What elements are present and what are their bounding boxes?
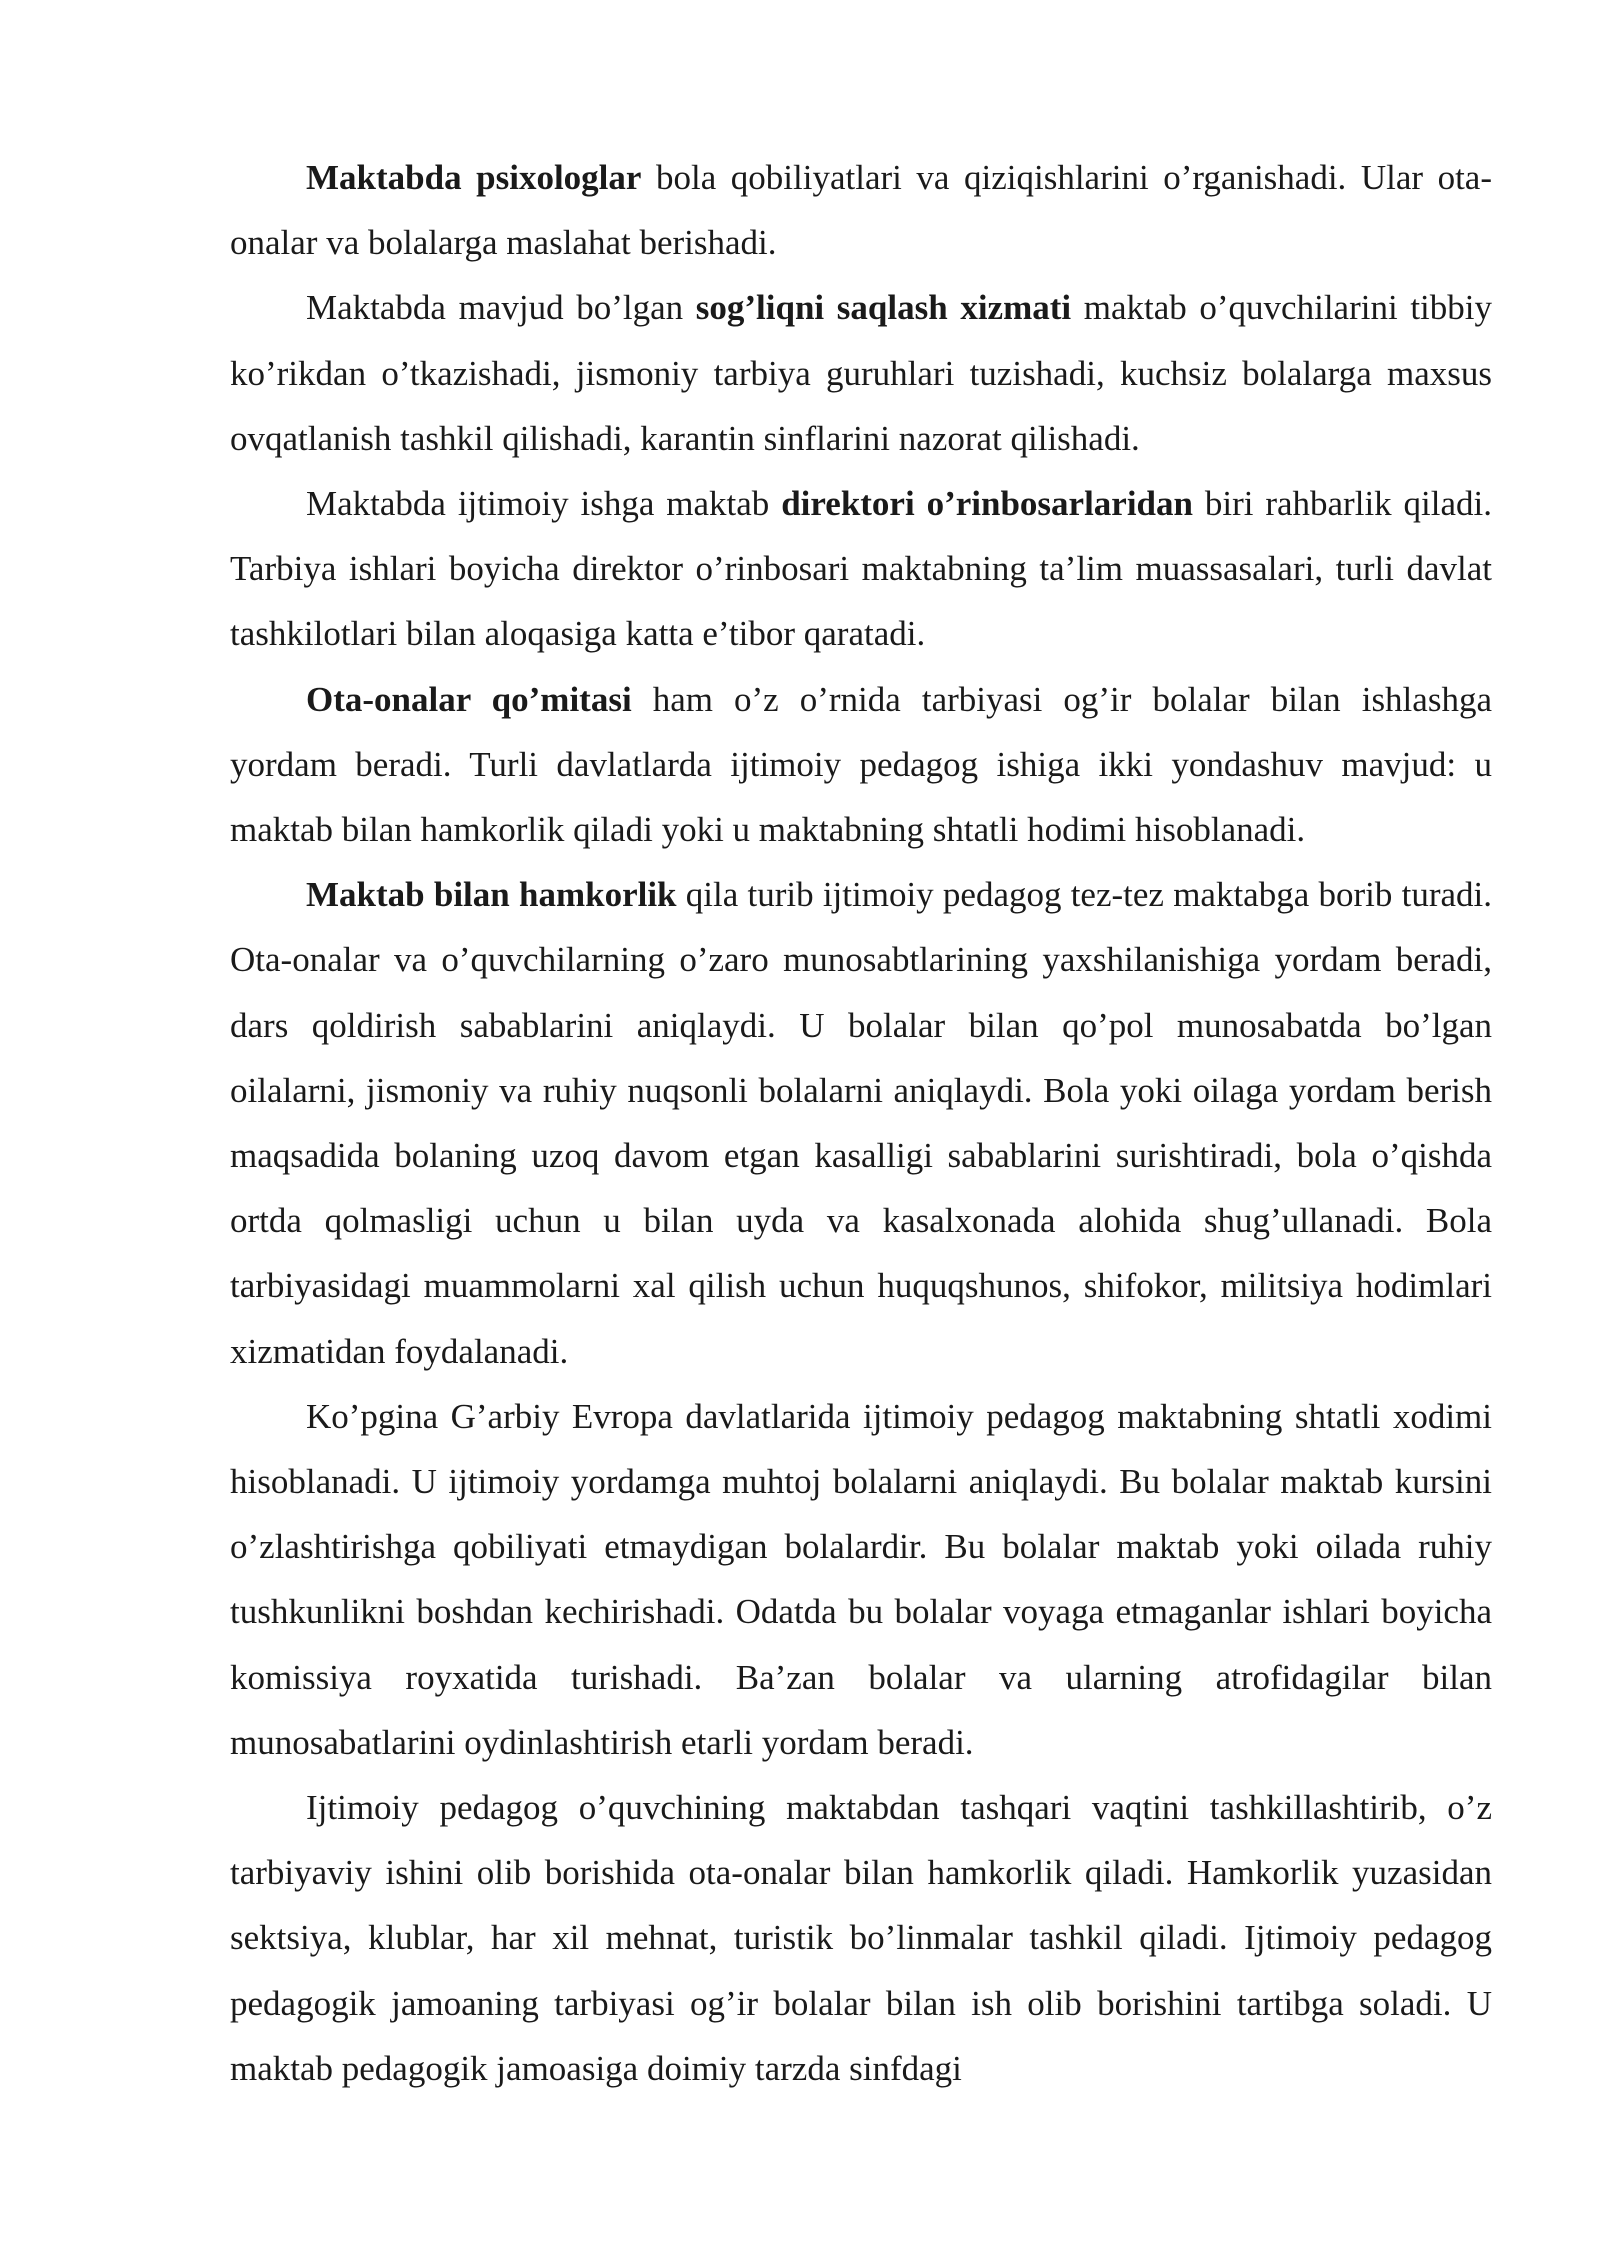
- paragraph-text: Ijtimoiy pedagog o’quvchining maktabdan tashqari vaqtini tashkillashtirib, o’z tarbiyaviy ishini olib borishida ota-onalar bilan hamkorlik qiladi. Hamkorlik yuzasidan sektsiya, klublar, har xil mehnat, turistik bo’linmalar tashkil qiladi. Ijtimoiy pedagog pedagogik jamoaning tarbiyasi og’ir bolalar bilan ish olib borishini tartibga soladi. U maktab pedagogik jamoasiga doimiy tarzda sinfdagi: [230, 1788, 1492, 2088]
- paragraph-extracurricular: [230, 1775, 1492, 2101]
- paragraph-text: Maktabda ijtimoiy ishga maktab: [306, 484, 782, 524]
- paragraph-text: bola qobiliyatlari va qiziqishlarini o’rganishadi. Ular ota-onalar va bolalarga maslahat berishadi.: [230, 158, 1492, 263]
- bold-term: Maktabda psixologlar: [306, 158, 642, 197]
- bold-term: Ota-onalar qo’mitasi: [306, 679, 632, 719]
- bold-term: sog’liqni saqlash xizmati: [695, 288, 1072, 328]
- paragraph-text: Ko’pgina G’arbiy Evropa davlatlarida ijtimoiy pedagog maktabning shtatli xodimi hisoblanadi. U ijtimoiy yordamga muhtoj bolalarni aniqlaydi. Bu bolalar maktab kursini o’zlashtirishga qobiliyati etmaydigan bolalardir. Bu bolalar maktab yoki oilada ruhiy tushkunlikni boshdan kechirishadi. Odatda bu bolalar voyaga etmaganlar ishlari boyicha komissiya royxatida turishadi. Ba’zan bolalar va ularning atrofidagilar bilan munosabatlarini oydinlashtirish etarli yordam beradi.: [230, 1396, 1492, 1762]
- paragraph-deputy-directors: [230, 471, 1492, 667]
- paragraph-health-service: [230, 275, 1492, 471]
- bold-term: Maktab bilan hamkorlik: [306, 875, 677, 915]
- paragraph-parents-committee: [230, 667, 1492, 863]
- paragraph-text: ham o’z o’rnida tarbiyasi og’ir bolalar bilan ishlashga yordam beradi. Turli davlatlarda ijtimoiy pedagog ishiga ikki yondashuv mavjud: u maktab bilan hamkorlik qiladi yoki u maktabning shtatli hodimi hisoblanadi.: [230, 679, 1492, 850]
- paragraph-text: maktab o’quvchilarini tibbiy ko’rikdan o’tkazishadi, jismoniy tarbiya guruhlari tuzishadi, kuchsiz bolalarga maxsus ovqatlanish tashkil qilishadi, karantin sinflarini nazorat qilishadi.: [230, 288, 1492, 458]
- bold-term: direktori o’rinbosarlaridan: [781, 484, 1193, 524]
- paragraph-text: qila turib ijtimoiy pedagog tez-tez maktabga borib turadi. Ota-onalar va o’quvchilarning o’zaro munosabtlarining yaxshilanishiga yordam beradi, dars qoldirish sabablarini aniqlaydi. U bolalar bilan qo’pol munosabatda bo’lgan oilalarni, jismoniy va ruhiy nuqsonli bolalarni aniqlaydi. Bola yoki oilaga yordam berish maqsadida bolaning uzoq davom etgan kasalligi sabablarini surishtiradi, bola o’qishda ortda qolmasligi uchun u bilan uyda va kasalxonada alohida shug’ullanadi. Bola tarbiyasidagi muammolarni xal qilish uchun huquqshunos, shifokor, militsiya hodimlari xizmatidan foydalanadi.: [230, 875, 1492, 1371]
- document-body: [230, 145, 1492, 2101]
- paragraph-text: biri rahbarlik qiladi. Tarbiya ishlari boyicha direktor o’rinbosari maktabning ta’lim muassasalari, turli davlat tashkilotlari bilan aloqasiga katta e’tibor qaratadi.: [230, 484, 1492, 654]
- paragraph-text: Maktabda mavjud bo’lgan: [306, 288, 696, 328]
- paragraph-western-europe: [230, 1384, 1492, 1775]
- paragraph-school-cooperation: [230, 862, 1492, 1384]
- paragraph-psychologists: [230, 145, 1492, 275]
